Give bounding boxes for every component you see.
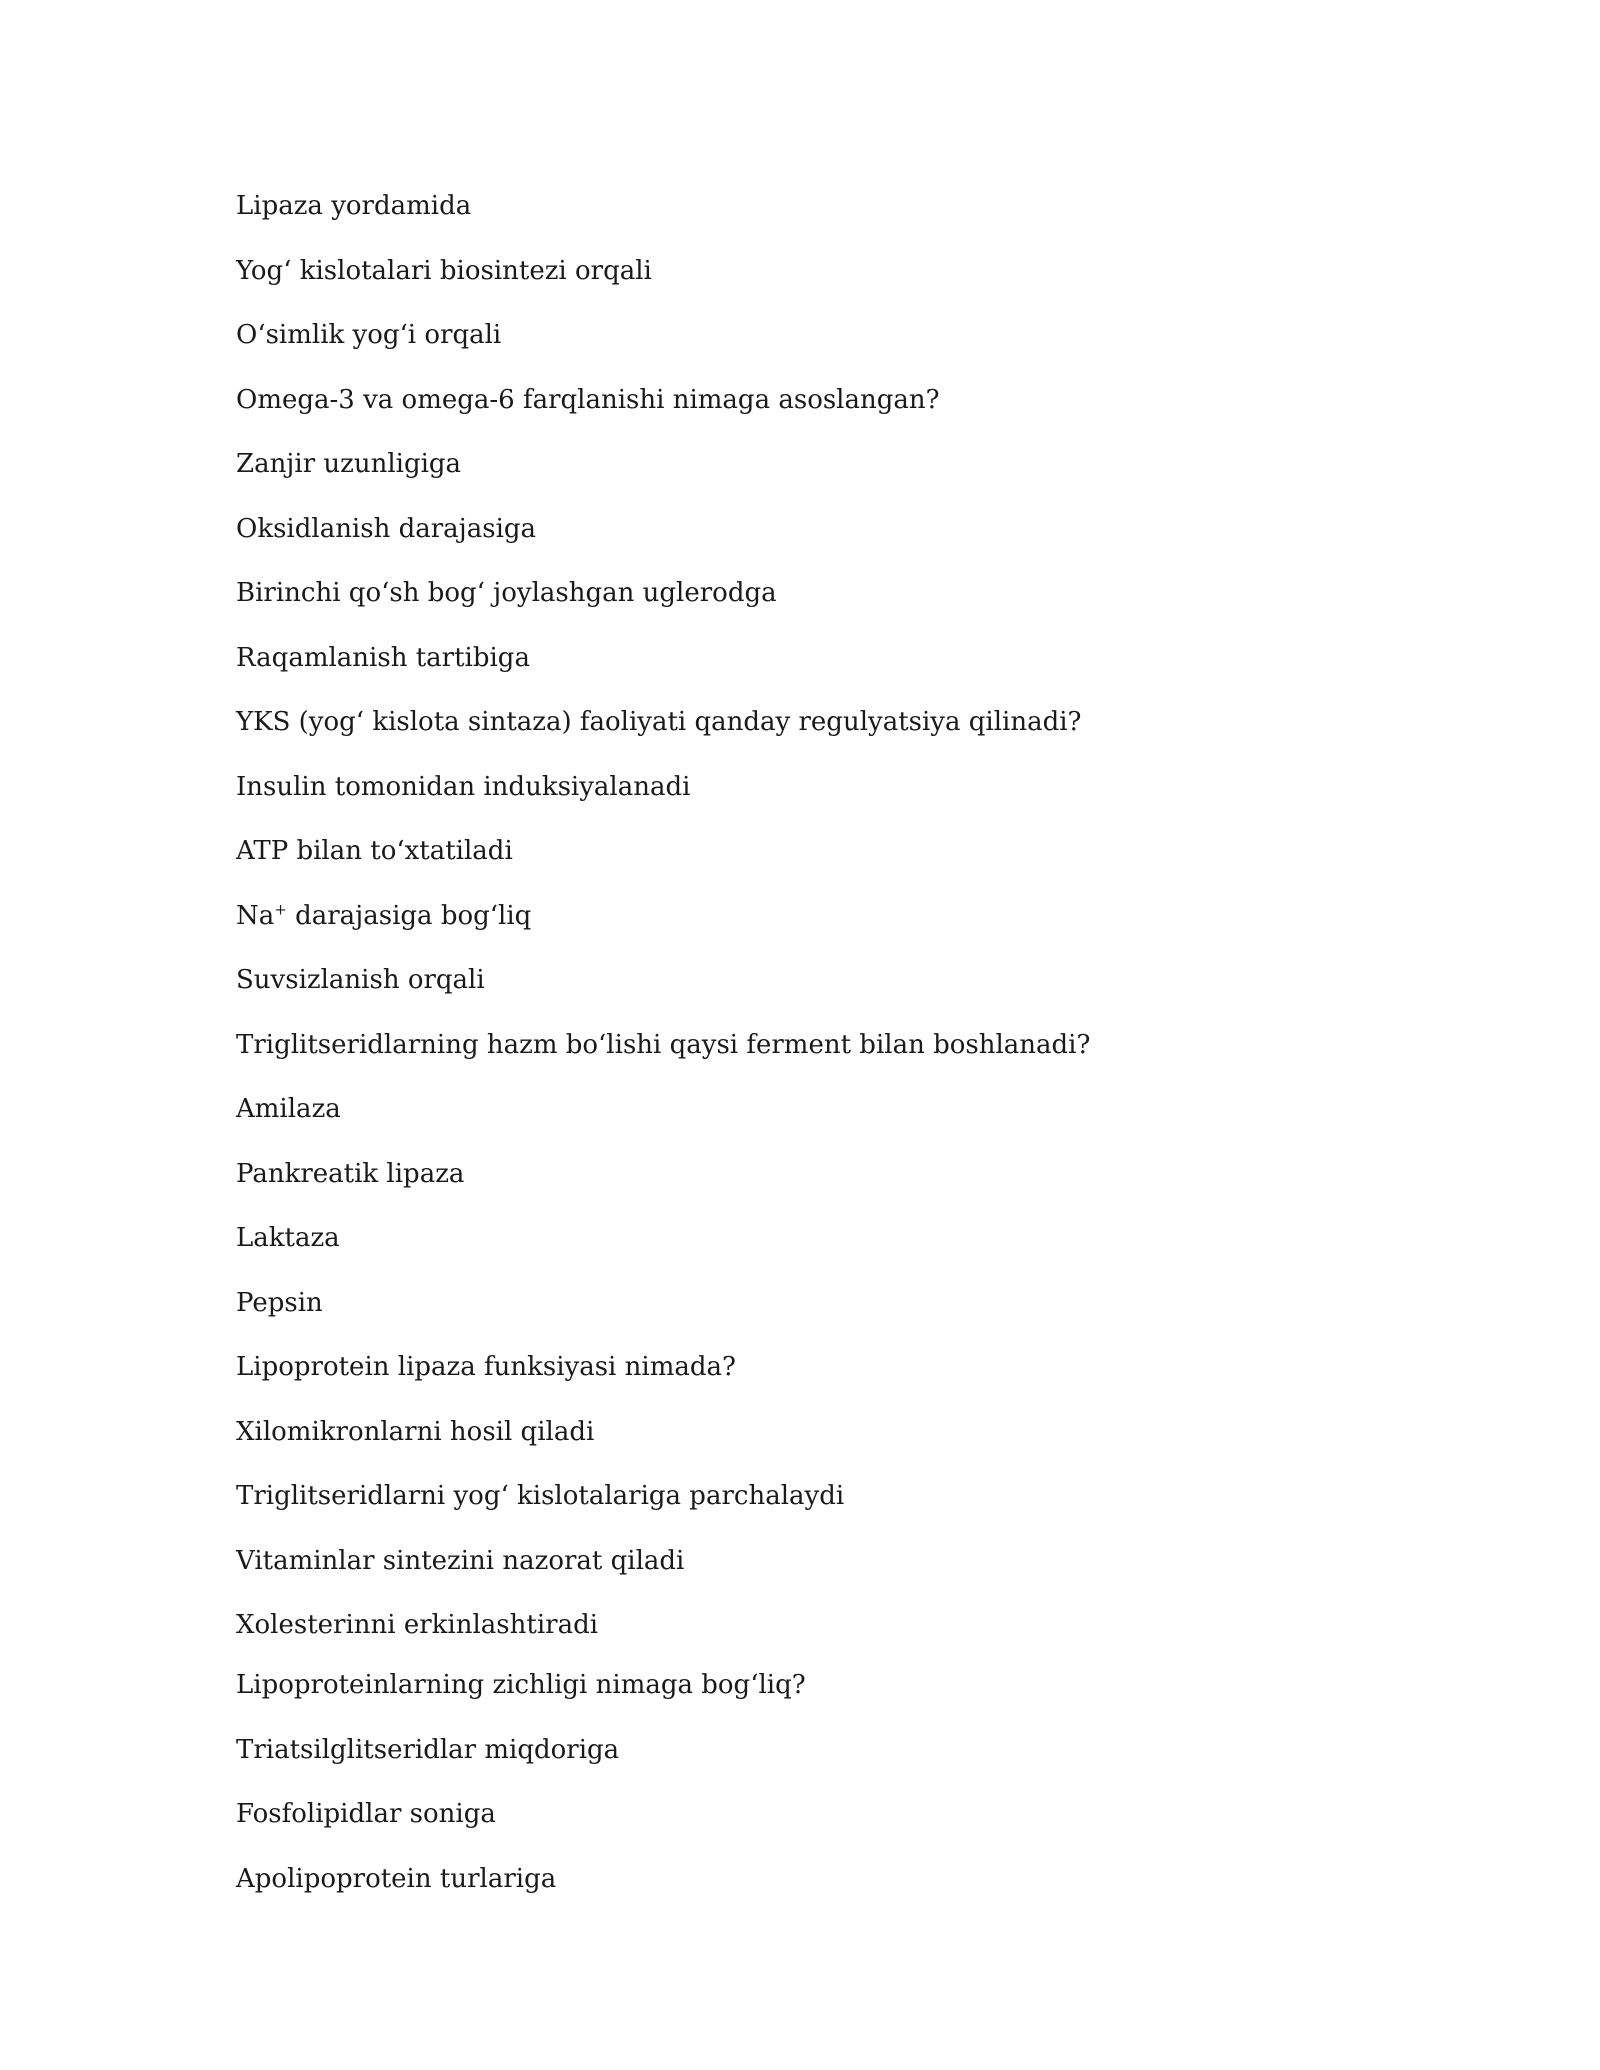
- text-line-na: [236, 898, 1436, 963]
- question-line: YKS (yog‘ kislota sintaza) faoliyati qanday regulyatsiya qilinadi?: [236, 707, 1082, 737]
- text-line: Laktaza: [236, 1223, 340, 1253]
- text-line: Birinchi qo‘sh bog‘ joylashgan uglerodga: [236, 578, 777, 608]
- text-line: Insulin tomonidan induksiyalanadi: [236, 771, 691, 802]
- text-line: Amilaza: [236, 1094, 341, 1124]
- text-line: Fosfolipidlar soniga: [236, 1799, 496, 1829]
- na-symbol: Na: [236, 900, 275, 931]
- text-lines: [236, 188, 1436, 1925]
- text-line: Triatsilglitseridlar miqdoriga: [236, 1734, 620, 1765]
- text-line: Vitaminlar sintezini nazorat qiladi: [236, 1545, 685, 1576]
- question-line: Lipoprotein lipaza funksiyasi nimada?: [236, 1352, 736, 1382]
- text-line: Oksidlanish darajasiga: [236, 513, 537, 544]
- text-line: Zanjir uzunligiga: [236, 449, 462, 479]
- text-line: Pankreatik lipaza: [236, 1158, 465, 1189]
- text-line: Raqamlanish tartibiga: [236, 642, 530, 673]
- text-line: Pepsin: [236, 1287, 323, 1318]
- question-line: Omega-3 va omega-6 farqlanishi nimaga asoslangan?: [236, 384, 940, 415]
- text-line: Triglitseridlarni yog‘ kislotalariga parchalaydi: [236, 1481, 845, 1511]
- question-line: Lipoproteinlarning zichligi nimaga bog‘liq?: [236, 1670, 806, 1700]
- text-line: Yog‘ kislotalari biosintezi orqali: [236, 255, 652, 286]
- text-line: Apolipoprotein turlariga: [236, 1863, 557, 1894]
- text-line: Xilomikronlarni hosil qiladi: [236, 1416, 595, 1447]
- question-line: Triglitseridlarning hazm bo‘lishi qaysi ferment bilan boshlanadi?: [236, 1029, 1091, 1060]
- na-rest: darajasiga bog‘liq: [286, 900, 532, 931]
- plus-superscript: +: [274, 899, 287, 918]
- text-line: ATP bilan to‘xtatiladi: [236, 836, 513, 866]
- text-line: O‘simlik yog‘i orqali: [236, 320, 502, 350]
- text-line: Suvsizlanish orqali: [236, 965, 485, 995]
- text-line: Lipaza yordamida: [236, 191, 472, 221]
- text-line: Xolesterinni erkinlashtiradi: [236, 1610, 599, 1640]
